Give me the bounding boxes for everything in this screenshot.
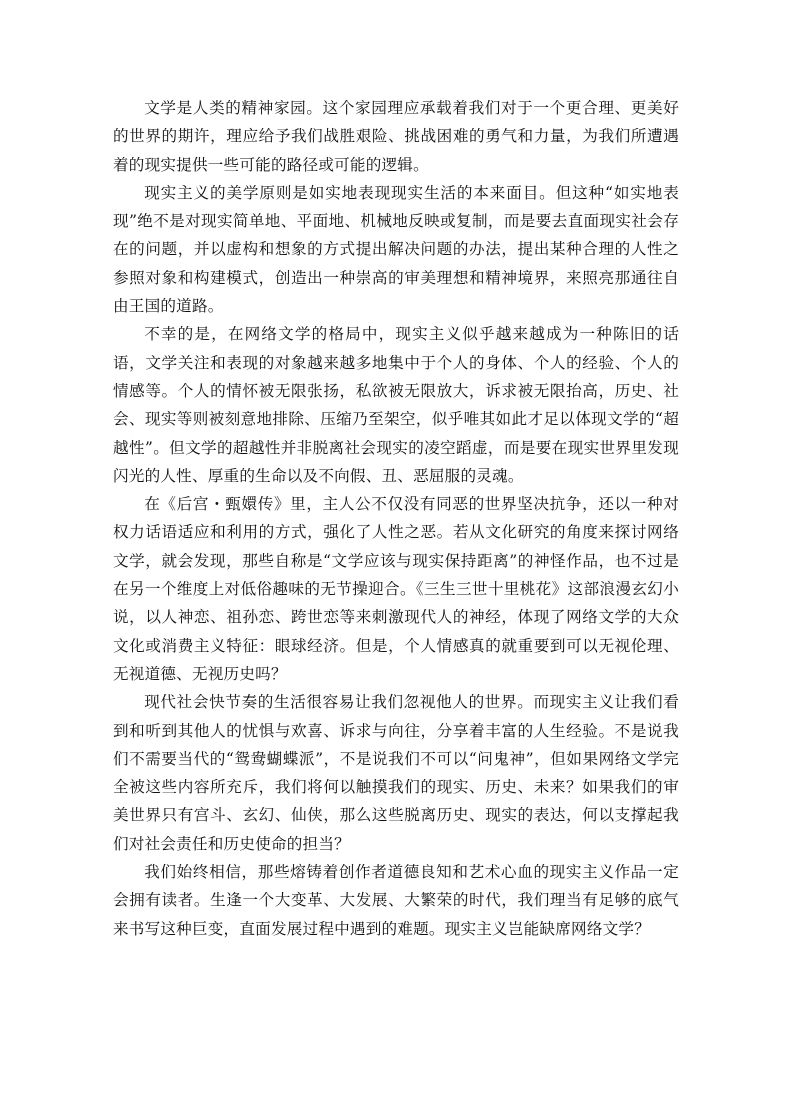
paragraph-2: 现实主义的美学原则是如实地表现现实生活的本来面目。但这种“如实地表现”绝不是对现实简单地、平面地、机械地反映或复制，而是要去直面现实社会存在的问题，并以虚构和想象的方式提出解决问题的办法，提出某种合理的人性之参照对象和构建模式，创造出一种崇高的审美理想和精神境界，来照亮那通往自由王国的道路。 <box>113 183 679 316</box>
paragraph-6: 我们始终相信，那些熔铸着创作者道德良知和艺术心血的现实主义作品一定会拥有读者。生逢一个大变革、大发展、大繁荣的时代，我们理当有足够的底气来书写这种巨变，直面发展过程中遇到的难题。现实主义岂能缺席网络文学？ <box>113 863 679 938</box>
document-page <box>113 94 679 943</box>
paragraph-5: 现代社会快节奏的生活很容易让我们忽视他人的世界。而现实主义让我们看到和听到其他人的忧惧与欢喜、诉求与向往，分享着丰富的人生经验。不是说我们不需要当代的“鸳鸯蝴蝶派”，不是说我们不可以“问鬼神”，但如果网络文学完全被这些内容所充斥，我们将何以触摸我们的现实、历史、未来？如果我们的审美世界只有宫斗、玄幻、仙侠，那么这些脱离历史、现实的表达，何以支撑起我们对社会责任和历史使命的担当？ <box>113 693 679 853</box>
paragraph-3: 不幸的是，在网络文学的格局中，现实主义似乎越来越成为一种陈旧的话语，文学关注和表现的对象越来越多地集中于个人的身体、个人的经验、个人的情感等。个人的情怀被无限张扬，私欲被无限放大，诉求被无限抬高，历史、社会、现实等则被刻意地排除、压缩乃至架空，似乎唯其如此才足以体现文学的“超越性”。但文学的超越性并非脱离社会现实的凌空蹈虚，而是要在现实世界里发现闪光的人性、厚重的生命以及不向假、丑、恶屈服的灵魂。 <box>113 325 679 485</box>
paragraph-4: 在《后宫・甄嬛传》里，主人公不仅没有同恶的世界坚决抗争，还以一种对权力话语适应和利用的方式，强化了人性之恶。若从文化研究的角度来探讨网络文学，就会发现，那些自称是“文学应该与现实保持距离”的神怪作品，也不过是在另一个维度上对低俗趣味的无节操迎合。《三生三世十里桃花》这部浪漫玄幻小说，以人神恋、祖孙恋、跨世恋等来刺激现代人的神经，体现了网络文学的大众文化或消费主义特征：眼球经济。但是，个人情感真的就重要到可以无视伦理、无视道德、无视历史吗？ <box>113 495 679 683</box>
paragraph-1: 文学是人类的精神家园。这个家园理应承载着我们对于一个更合理、更美好的世界的期许，理应给予我们战胜艰险、挑战困难的勇气和力量，为我们所遭遇着的现实提供一些可能的路径或可能的逻辑。 <box>113 99 679 174</box>
